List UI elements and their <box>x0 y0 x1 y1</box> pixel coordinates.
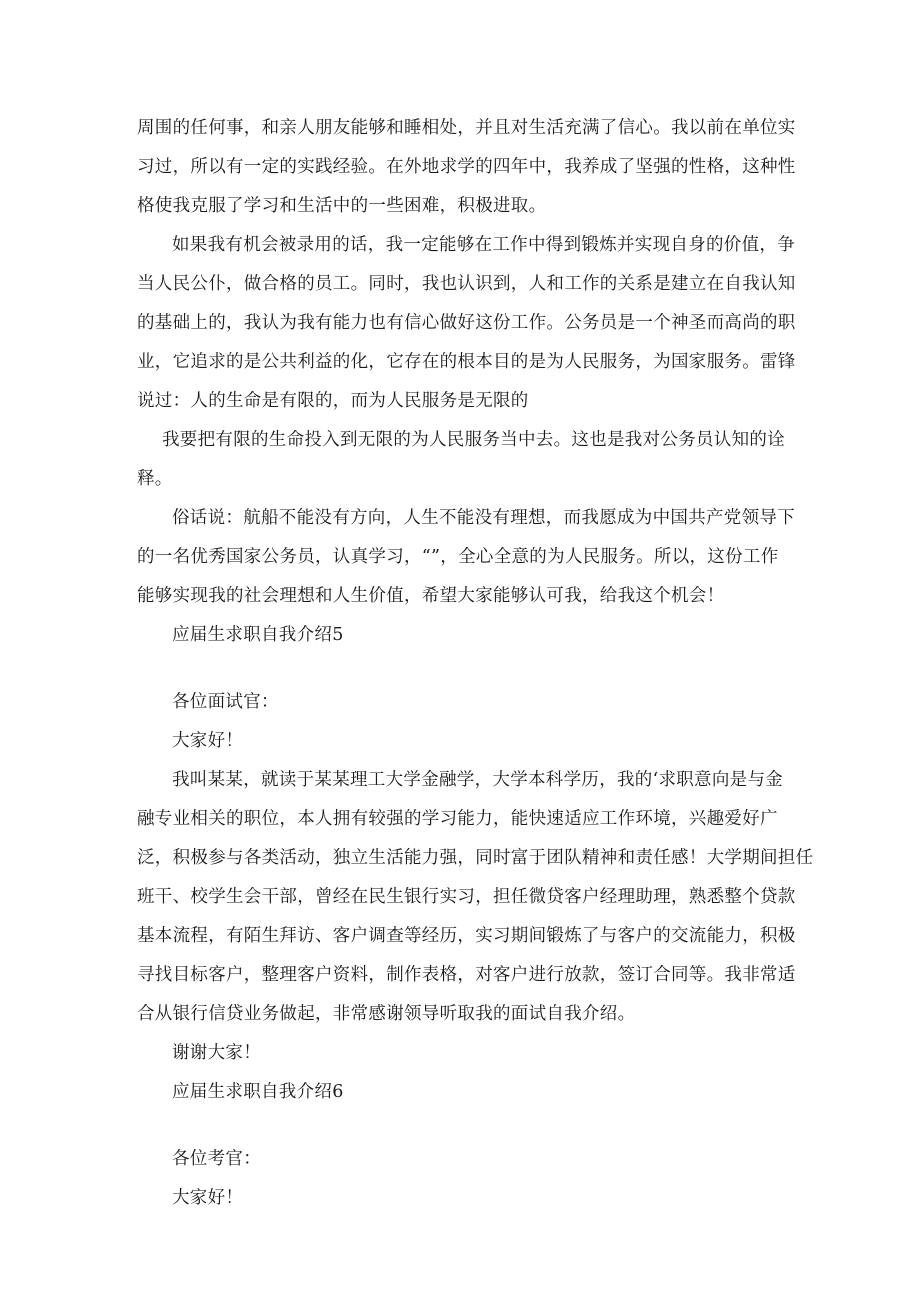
text-line: 基本流程，有陌生拜访、客户调查等经历，实习期间锻炼了与客户的交流能力，积极 <box>137 926 796 946</box>
section-heading: 应届生求职自我介绍6 <box>172 1082 344 1102</box>
text-line: 当人民公仆，做合格的员工。同时，我也认识到，人和工作的关系是建立在自我认知 <box>137 274 796 294</box>
salutation: 各位考官： <box>172 1149 261 1169</box>
text-line: 业，它追求的是公共利益的化，它存在的根本目的是为人民服务，为国家服务。雷锋 <box>137 352 796 372</box>
text-line: 周围的任何事，和亲人朋友能够和睡相处，并且对生活充满了信心。我以前在单位实 <box>137 118 796 138</box>
text-line: 寻找目标客户，整理客户资料，制作表格，对客户进行放款，签订合同等。我非常适 <box>137 965 796 985</box>
text-line: 如果我有机会被录用的话，我一定能够在工作中得到锻炼并实现自身的价值，争 <box>172 235 795 255</box>
text-line: 我叫某某，就读于某某理工大学金融学，大学本科学历，我的‘求职意向是与金 <box>172 770 784 790</box>
text-line: 能够实现我的社会理想和人生价值，希望大家能够认可我，给我这个机会！ <box>137 586 725 606</box>
text-line: 的一名优秀国家公务员，认真学习，“”，全心全意的为人民服务。所以，这份工作 <box>137 547 779 567</box>
greeting: 大家好！ <box>172 1188 244 1208</box>
text-line: 泛，积极参与各类活动，独立生活能力强，同时富于团队精神和责任感！大学期间担任 <box>137 848 814 868</box>
text-line: 说过：人的生命是有限的，而为人民服务是无限的 <box>137 391 529 411</box>
text-line: 班干、校学生会干部，曾经在民生银行实习，担任微贷客户经理助理，熟悉整个贷款 <box>137 887 796 907</box>
text-line: 释。 <box>137 469 173 489</box>
closing: 谢谢大家！ <box>172 1043 261 1063</box>
text-line: 格使我克服了学习和生活中的一些困难，积极进取。 <box>137 196 547 216</box>
text-line: 的基础上的，我认为我有能力也有信心做好这份工作。公务员是一个神圣而高尚的职 <box>137 313 796 333</box>
text-line: 我要把有限的生命投入到无限的为人民服务当中去。这也是我对公务员认知的诠 <box>162 430 785 450</box>
text-line: 融专业相关的职位，本人拥有较强的学习能力，能快速适应工作环境，兴趣爱好广 <box>137 809 778 829</box>
text-line: 合从银行信贷业务做起，非常感谢领导听取我的面试自我介绍。 <box>137 1004 636 1024</box>
greeting: 大家好！ <box>172 731 244 751</box>
text-line: 习过，所以有一定的实践经验。在外地求学的四年中，我养成了坚强的性格，这种性 <box>137 157 796 177</box>
salutation: 各位面试官： <box>172 692 279 712</box>
text-line: 俗话说：航船不能没有方向，人生不能没有理想，而我愿成为中国共产党领导下 <box>172 508 795 528</box>
section-heading: 应届生求职自我介绍5 <box>172 625 344 645</box>
